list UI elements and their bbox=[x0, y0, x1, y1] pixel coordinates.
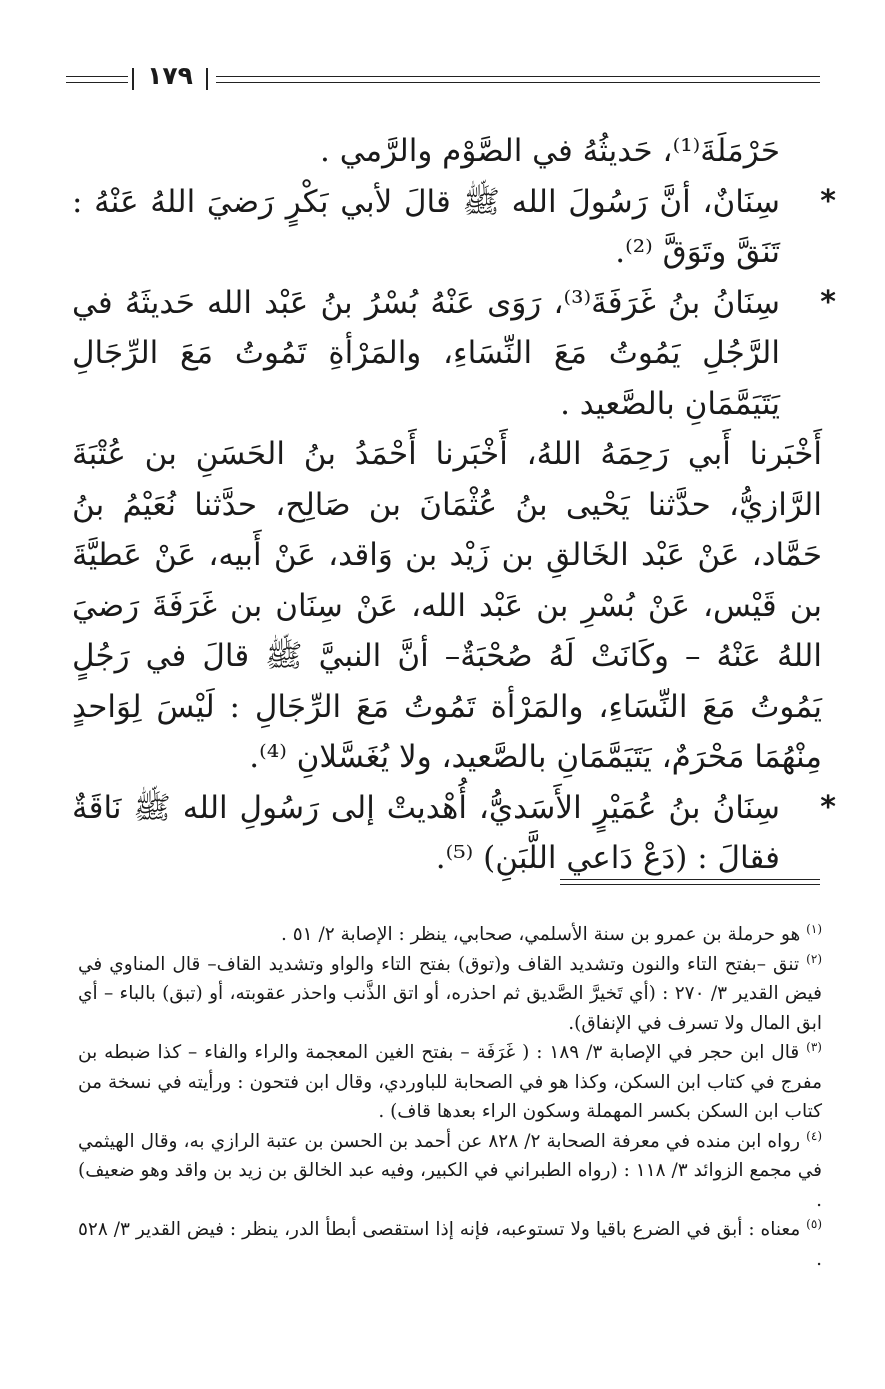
footnote-text: قال ابن حجر في الإصابة ٣/ ١٨٩ : ( غَرَفَة – بفتح الغين المعجمة والراء والفاء – كذا ضبطه بن مفرج في كتاب ابن السكن، وكذا هو في الصحابة للباوردي، وقال ابن فتحون : ورأيته في نسخة من كتاب ابن السكن بكسر المهملة وسكون الراء بعدها قاف) . bbox=[78, 1042, 822, 1122]
footnote-2 bbox=[78, 950, 822, 1039]
entry-sinan-text: سِنَانٌ، أنَّ رَسُولَ الله ﷺ قالَ لأبي بَكْرٍ رَضيَ اللهُ عَنْهُ : تَنَقَّ وتَوَقَّ ⁽²⁾. bbox=[72, 183, 780, 270]
entry-sinan bbox=[72, 177, 836, 278]
entry-sinan-bin-umayr bbox=[72, 783, 836, 884]
hadith-paragraph bbox=[72, 429, 822, 783]
entry-sinan-bin-umayr-text: سِنَانُ بنُ عُمَيْرٍ الأَسَديُّ، أُهْديتْ إلى رَسُولِ الله ﷺ نَاقَةٌ فقالَ : (دَعْ دَاعي اللَّبَنِ) ⁽⁵⁾. bbox=[72, 789, 780, 876]
footnote-text: رواه ابن منده في معرفة الصحابة ٢/ ٨٢٨ عن أحمد بن الحسن بن عتبة الرازي به، وقال الهيثمي في مجمع الزوائد ٣/ ١١٨ : (رواه الطبراني في الكبير، وفيه عبد الخالق بن زيد بن واقد وهو ضعيف) . bbox=[78, 1130, 822, 1211]
header-rule-right bbox=[216, 76, 820, 83]
footnote-4 bbox=[78, 1127, 822, 1216]
footnotes bbox=[78, 920, 822, 1274]
footnote-number: (٤) bbox=[806, 1128, 822, 1143]
footnote-number: (١) bbox=[806, 921, 822, 936]
entry-sinan-bin-gharafa-text: سِنَانُ بنُ غَرَفَةَ⁽³⁾، رَوَى عَنْهُ بُسْرُ بنُ عَبْد الله حَديثَهُ في الرَّجُلِ يَمُوتُ مَعَ النِّسَاءِ، والمَرْأةِ تَمُوتُ مَعَ الرِّجَالِ يَتَيَمَّمَانِ بالصَّعيد . bbox=[72, 284, 781, 422]
header-rule-left bbox=[66, 76, 128, 83]
footnote-separator bbox=[560, 879, 820, 885]
footnote-number: (٥) bbox=[806, 1216, 822, 1231]
continued-entry-text: حَرْمَلَةَ⁽¹⁾، حَديثُهُ في الصَّوْم والرَّمي . bbox=[320, 133, 780, 169]
footnote-text: معناه : أبق في الضرع باقيا ولا تستوعبه، فإنه إذا استقصى أبطأ الدر، ينظر : فيض القدير ٣/ ٥٢٨ . bbox=[78, 1219, 822, 1270]
footnote-3 bbox=[78, 1038, 822, 1127]
continued-entry-line bbox=[72, 126, 822, 177]
main-text bbox=[72, 126, 836, 884]
header-tick-right bbox=[206, 68, 208, 90]
footnote-text: هو حرملة بن عمرو بن سنة الأسلمي، صحابي، ينظر : الإصابة ٢/ ٥١ . bbox=[280, 924, 801, 945]
footnote-number: (٢) bbox=[806, 951, 822, 966]
footnote-text: تنق –بفتح التاء والنون وتشديد القاف و(توق) بفتح التاء والواو وتشديد القاف– قال المناوي في فيض القدير ٣/ ٢٧٠ : (أي تَخيرَّ الصَّديق ثم احذره، أو اتق الذَّنب واحذر عقوبته، أو (تبق) بالباء – أي ابق المال ولا تسرف في الإنفاق). bbox=[78, 953, 822, 1034]
header-tick-left bbox=[132, 68, 134, 90]
hadith-paragraph-text: أَخْبَرنا أَبي رَحِمَهُ اللهُ، أَخْبَرنا أَحْمَدُ بنُ الحَسَنِ بن عُتْبَةَ الرَّازيُّ، حدَّثنا يَحْيى بنُ عُثْمَانَ بن صَالِح، حدَّثنا نُعَيْمُ بنُ حَمَّاد، عَنْ عَبْد الخَالقِ بن زَيْد بن وَاقد، عَنْ أَبيه، عَنْ عَطيَّةَ بن قَيْس، عَنْ بُسْرِ بن عَبْد الله، عَنْ سِنَان بن غَرَفَةَ رَضيَ اللهُ عَنْهُ – وكَانَتْ لَهُ صُحْبَةٌ– أنَّ النبيَّ ﷺ قالَ في رَجُلٍ يَمُوتُ مَعَ النِّسَاءِ، والمَرْأة تَمُوتُ مَعَ الرِّجَالِ : لَيْسَ لِوَاحدٍ مِنْهُمَا مَحْرَمٌ، يَتَيَمَّمَانِ بالصَّعيد، ولا يُغَسَّلانِ ⁽⁴⁾. bbox=[72, 436, 822, 775]
page-header bbox=[66, 60, 820, 100]
entry-star-icon: * bbox=[820, 183, 836, 219]
footnote-5 bbox=[78, 1215, 822, 1274]
footnote-number: (٣) bbox=[806, 1039, 822, 1054]
entry-star-icon: * bbox=[820, 284, 836, 320]
page-number: ١٧٩ bbox=[147, 61, 193, 90]
entry-sinan-bin-gharafa bbox=[72, 278, 836, 430]
entry-star-icon: * bbox=[820, 789, 836, 825]
footnote-1 bbox=[78, 920, 822, 950]
